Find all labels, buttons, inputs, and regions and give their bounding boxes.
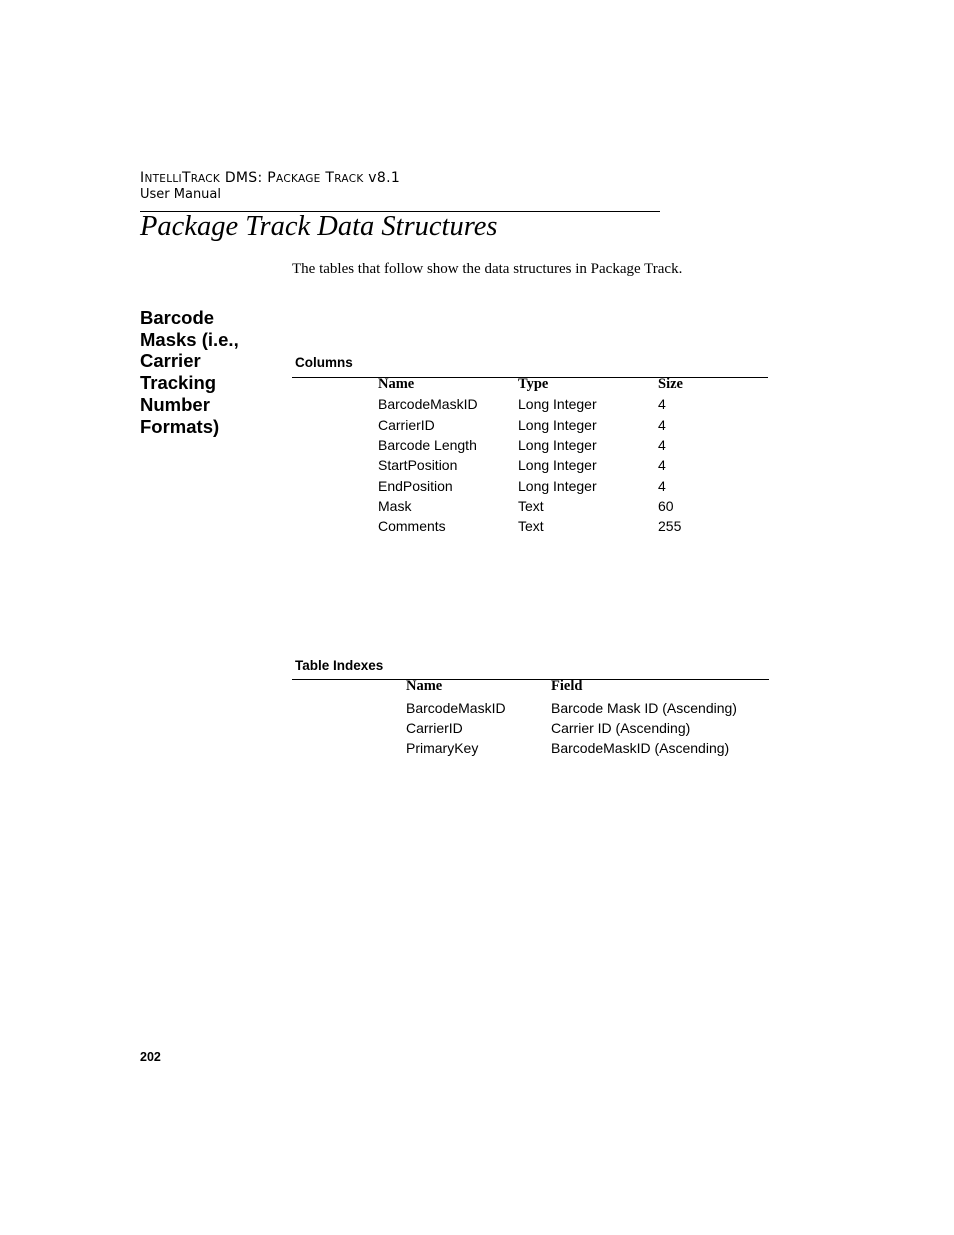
cell-type: Text bbox=[518, 518, 544, 535]
page-title: Package Track Data Structures bbox=[140, 211, 498, 242]
cell-size: 4 bbox=[658, 396, 666, 413]
cell-name: BarcodeMaskID bbox=[406, 699, 506, 716]
cell-name: PrimaryKey bbox=[406, 740, 479, 757]
cell-size: 255 bbox=[658, 518, 682, 535]
cell-size: 60 bbox=[658, 497, 674, 514]
cell-size: 4 bbox=[658, 416, 666, 433]
cell-type: Long Integer bbox=[518, 436, 597, 453]
running-header-subtitle: User Manual bbox=[140, 187, 222, 202]
column-header: Name bbox=[406, 678, 443, 694]
column-header: Field bbox=[551, 678, 583, 694]
cell-type: Text bbox=[518, 497, 544, 514]
cell-name: CarrierID bbox=[406, 719, 463, 736]
intro-paragraph: The tables that follow show the data structures in Package Track. bbox=[292, 261, 683, 277]
cell-name: StartPosition bbox=[378, 457, 458, 474]
columns-label: Columns bbox=[295, 355, 353, 370]
cell-type: Long Integer bbox=[518, 416, 597, 433]
cell-name: BarcodeMaskID bbox=[378, 396, 478, 413]
cell-field: Carrier ID (Ascending) bbox=[551, 719, 691, 736]
cell-field: Barcode Mask ID (Ascending) bbox=[551, 699, 737, 716]
cell-type: Long Integer bbox=[518, 457, 597, 474]
columns-table bbox=[0, 376, 954, 546]
cell-type: Long Integer bbox=[518, 396, 597, 413]
cell-size: 4 bbox=[658, 477, 666, 494]
indexes-table bbox=[0, 678, 954, 768]
running-header-title: INTELLITRACK DMS: PACKAGE TRACK v8.1 bbox=[140, 170, 401, 186]
column-header: Size bbox=[658, 376, 683, 392]
cell-name: Comments bbox=[378, 518, 446, 535]
cell-field: BarcodeMaskID (Ascending) bbox=[551, 740, 730, 757]
cell-type: Long Integer bbox=[518, 477, 597, 494]
column-header: Type bbox=[518, 376, 549, 392]
cell-name: EndPosition bbox=[378, 477, 453, 494]
cell-size: 4 bbox=[658, 457, 666, 474]
cell-name: Mask bbox=[378, 497, 412, 514]
cell-size: 4 bbox=[658, 436, 666, 453]
cell-name: Barcode Length bbox=[378, 436, 477, 453]
page-number: 202 bbox=[140, 1050, 161, 1064]
table-indexes-label: Table Indexes bbox=[295, 658, 384, 673]
cell-name: CarrierID bbox=[378, 416, 435, 433]
column-header: Name bbox=[378, 376, 415, 392]
section-heading: Barcode Masks (i.e., Carrier Tracking Number Formats) bbox=[140, 307, 239, 437]
